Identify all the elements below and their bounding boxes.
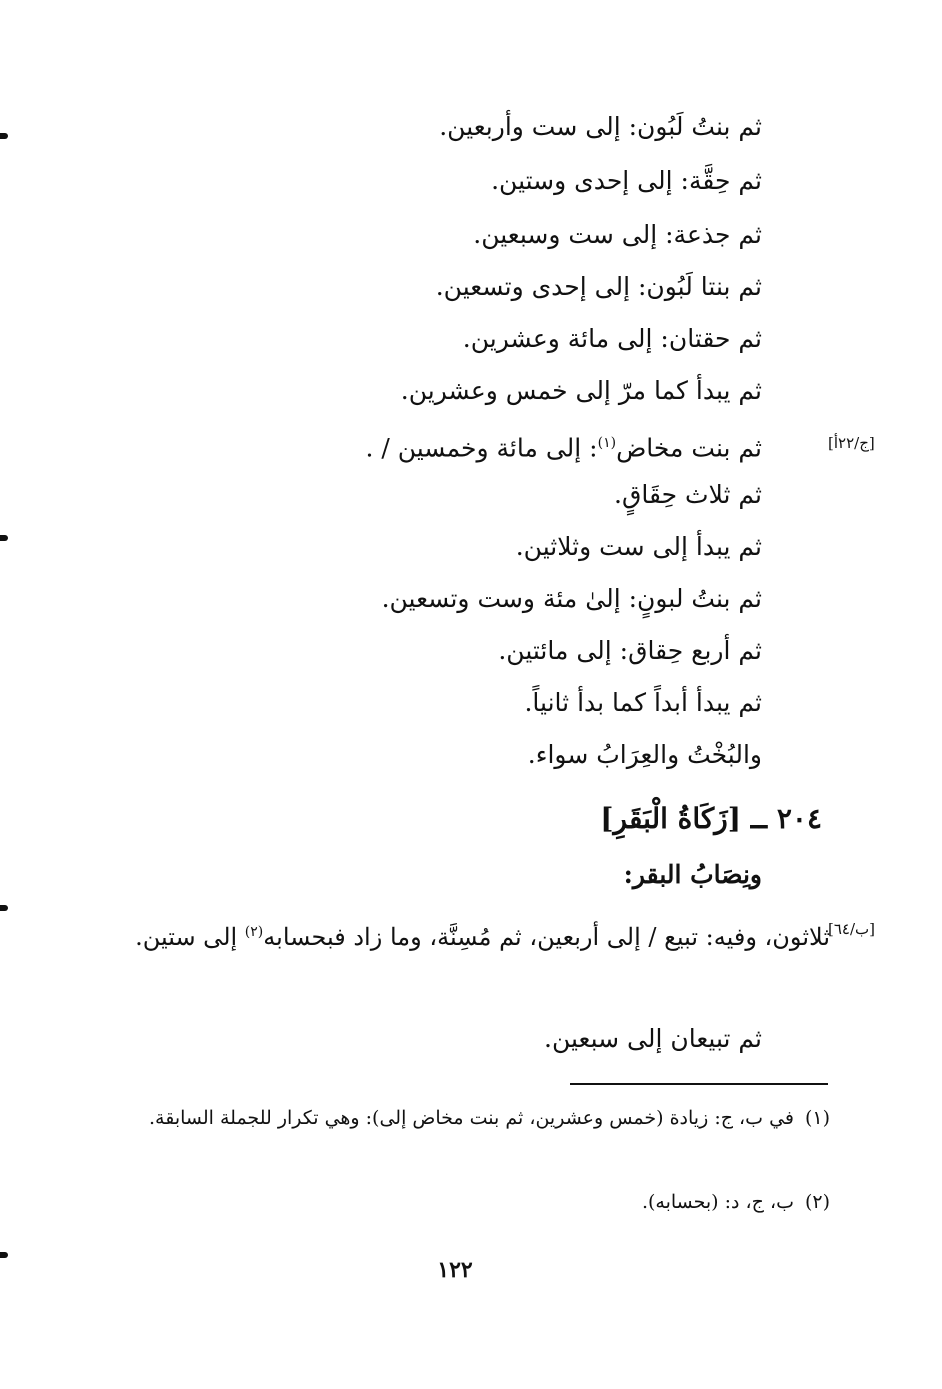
scan-edge-mark xyxy=(0,1252,8,1258)
margin-reference: [ج/٢٢أ] xyxy=(828,434,875,452)
footnote-marker[interactable]: (١) xyxy=(597,435,617,451)
text-line: ثم تبيعان إلى سبعين. xyxy=(544,1024,762,1053)
text-line: ثم جذعة: إلى ست وسبعين. xyxy=(473,220,762,249)
footnote xyxy=(80,1100,830,1136)
paragraph xyxy=(80,908,830,961)
text-line: ثم بنتُ لَبُون: إلى ست وأربعين. xyxy=(439,112,762,141)
text-line: ثم يبدأ إلى ست وثلاثين. xyxy=(515,532,762,561)
text-line: ثم أربع حِقاق: إلى مائتين. xyxy=(498,636,762,665)
scan-edge-mark xyxy=(0,133,8,139)
footnote-separator xyxy=(570,1083,828,1085)
page-number: ١٢٢ xyxy=(437,1257,473,1283)
text-line: ثم بنتا لَبُون: إلى إحدى وتسعين. xyxy=(435,272,762,301)
footnote xyxy=(80,1184,830,1220)
text-line: والبُخْتُ والعِرَابُ سواء. xyxy=(527,740,762,769)
footnote-number: (١) xyxy=(804,1107,830,1129)
text-segment: : إلى مائة وخمسين / . xyxy=(365,433,598,463)
margin-reference: [ب/٦٤] xyxy=(828,920,876,938)
text-line: ثم يبدأ كما مرّ إلى خمس وعشرين. xyxy=(400,376,762,405)
text-line: ثم ثلاث حِقَاقٍ. xyxy=(614,480,762,509)
footnote-text: ب، ج، د: (بحسابه). xyxy=(641,1191,794,1213)
text-line: ثم حِقَّة: إلى إحدى وستين. xyxy=(491,166,762,195)
text-line: ثم حقتان: إلى مائة وعشرين. xyxy=(462,324,762,353)
footnote-text: في ب، ج: زيادة (خمس وعشرين، ثم بنت مخاض إلى): وهي تكرار للجملة السابقة. xyxy=(149,1107,794,1129)
section-subheading: ونِصَابُ البقر: xyxy=(623,860,762,889)
footnote-marker[interactable]: (٢) xyxy=(244,924,264,940)
text-segment: إلى ستين. xyxy=(135,923,245,951)
section-heading: ٢٠٤ ــ [زَكَاةُ الْبَقَرِ] xyxy=(600,802,822,835)
footnote-number: (٢) xyxy=(804,1191,830,1213)
text-line: ثم يبدأ أبداً كما بدأ ثانياً. xyxy=(524,688,762,717)
text-segment: ثم بنت مخاض xyxy=(616,433,762,463)
text-segment: ثلاثون، وفيه: تبيع / إلى أربعين، ثم مُسِنَّة، وما زاد فبحسابه xyxy=(263,923,830,951)
scan-edge-mark xyxy=(0,905,8,911)
scan-edge-mark xyxy=(0,535,8,541)
text-line: ثم بنتُ لبونٍ: إلىٰ مئة وست وتسعين. xyxy=(381,584,762,613)
text-line-with-footnote xyxy=(365,426,762,465)
